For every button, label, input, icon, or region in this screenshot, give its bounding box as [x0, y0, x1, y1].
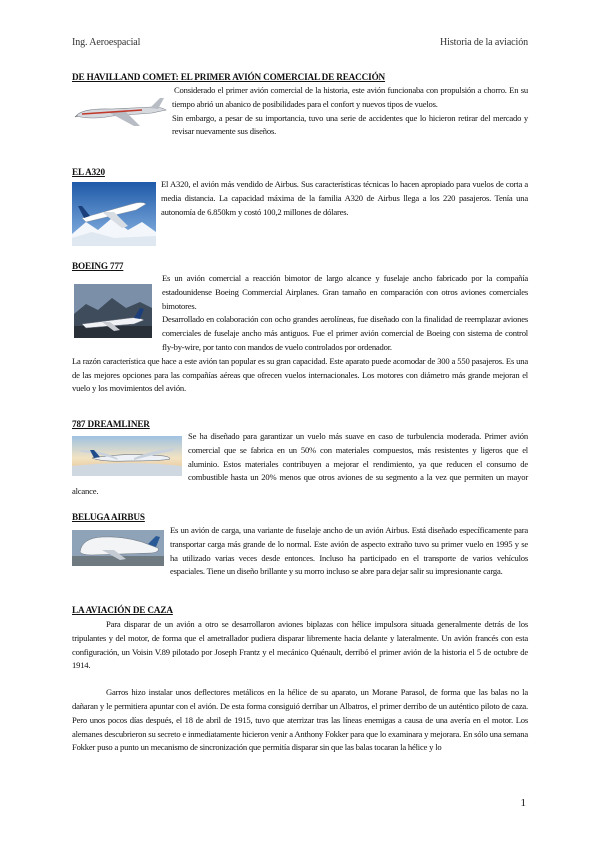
header-left: Ing. Aeroespacial	[72, 37, 141, 48]
header-right: Historia de la aviación	[440, 37, 528, 48]
a320-paragraph-1: El A320, el avión más vendido de Airbus. Sus características técnicas lo hacen apropiado para vuelos de corta a media distancia. La capacidad máxima de la familia A320 de Airbus llega a los 220 pasajeros. Tenía una autonomía de 6.850km y costó 100,2 millones de dólares.	[161, 179, 528, 217]
caza-paragraph-2: Garros hizo instalar unos deflectores metálicos en la hélice de su aparato, un Morane Parasol, de forma que las balas no la dañaran y le permitiera apuntar con el avión. De esta forma consiguió derribar un Albatros, el primer derribo de un auténtico piloto de caza. Pero unos pocos días después, el 18 de abril de 1915, tuvo que aterrizar tras las líneas enemigas a causa de una avería en el motor. Los alemanes descubrieron su secreto e inmediatamente hicieron venir a Anthony Fokker para que lo examinara y mejorara. En sólo una semana Fokker puso a punto un mecanismo de sincronización que permitía disparar sin que las balas tocaran la hélice y lo	[72, 687, 528, 753]
comet-paragraph-1: Considerado el primer avión comercial de la historia, este avión funcionaba con propulsión a chorro. En su tiempo abrió un abanico de posibilidades para el confort y nuevos tipos de vuelos.	[172, 85, 528, 109]
b777-body	[72, 272, 528, 396]
comet-airplane-image	[72, 90, 168, 134]
b787-body	[72, 430, 528, 499]
section-title-b787: 787 DREAMLINER	[72, 419, 150, 429]
beluga-body	[72, 524, 528, 579]
section-title-caza: LA AVIACIÓN DE CAZA	[72, 605, 173, 615]
beluga-body-spacer	[72, 524, 170, 578]
a320-airplane-image	[72, 182, 156, 246]
comet-body	[172, 84, 528, 139]
b777-paragraph-1: Es un avión comercial a reacción bimotor de largo alcance y fuselaje ancho fabricado por la compañía estadounidense Boeing Commercial Airplanes. Gran tamaño en comparación con otros aviones comerciales bimotores.	[162, 273, 528, 311]
caza-body	[72, 618, 528, 755]
section-title-a320: EL A320	[72, 167, 105, 177]
b787-paragraph-1: Se ha diseñado para garantizar un vuelo más suave en caso de turbulencia moderada. Primer avión comercial que se fabrica en un 50% con materiales compuestos, más resistentes y ligeros que el aluminio. Estos materiales contribuyen a mejorar el rendimiento, ya que reducen el consumo de combustible hasta un 20% menos que otros aviones de su segmento a la vez que permiten un mayor alcance.	[72, 431, 528, 497]
section-title-b777: BOEING 777	[72, 261, 124, 271]
beluga-paragraph-1: Es un avión de carga, una variante de fuselaje ancho de un avión Airbus. Está diseñado específicamente para transportar carga más grande de lo normal. Este avión de aspecto extraño tuvo su primer vuelo en 1995 y se ha utilizado varias veces desde entonces. Incluso ha participado en el transporte de varios vehículos espaciales. Tiene un diseño brillante y su morro incluso se abre para dejar salir su impresionante carga.	[170, 525, 528, 577]
a320-body	[161, 178, 528, 219]
b777-paragraph-3: La razón característica que hace a este avión tan popular es su gran capacidad. Este aparato puede acomodar de 300 a 550 pasajeros. Es una de las mejores opciones para las compañías aéreas que ofrecen vuelos internacionales. Los motores con diámetro más grande mejoran el vuelo y los movimientos del avión.	[72, 355, 528, 394]
caza-paragraph-1: Para disparar de un avión a otro se desarrollaron aviones biplazas con hélice impulsora situada generalmente detrás de los tripulantes y del motor, de forma que el ametrallador pudiera disparar libremente hacia delante y lateralmente. Un avión francés con esta configuración, un Voisin V.89 pilotado por Joseph Frantz y el mecánico Quénault, derribó el primer avión de la historia el 5 de octubre de 1914.	[72, 619, 528, 671]
b777-paragraph-2: Desarrollado en colaboración con ocho grandes aerolíneas, fue diseñado con la finalidad de reemplazar aviones comerciales de fuselaje ancho más antiguos. Fue el primer avión comercial de Boeing con sistema de control fly-by-wire, por tanto con mandos de vuelo controlados por ordenador.	[162, 314, 528, 352]
b787-body-spacer	[72, 430, 188, 482]
comet-paragraph-2: Sin embargo, a pesar de su importancia, tuvo una serie de accidentes que lo hicieron retirar del mercado y revisar nuevamente sus diseños.	[172, 112, 528, 137]
section-title-comet: DE HAVILLAND COMET: EL PRIMER AVIÓN COMERCIAL DE REACCIÓN	[72, 72, 386, 82]
page-number: 1	[520, 797, 526, 809]
section-title-beluga: BELUGA AIRBUS	[72, 512, 145, 522]
